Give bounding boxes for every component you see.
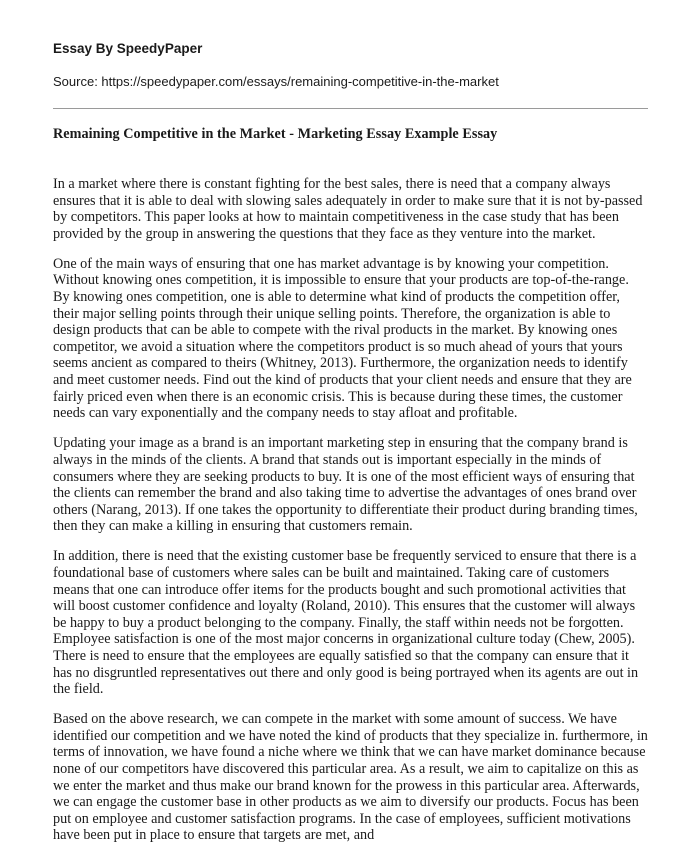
- paragraph: In a market where there is constant fighting for the best sales, there is need that a company always ensures that it is able to deal with slowing sales adequately in order to make sure that it is not by-passed by competitors. This paper looks at how to maintain competitiveness in the case study that has been provided by the group in answering the questions that they face as they venture into the market.: [53, 176, 643, 242]
- source-line: Source: https://speedypaper.com/essays/remaining-competitive-in-the-market: [53, 74, 499, 89]
- essay-body: [53, 176, 648, 844]
- essay-title: Remaining Competitive in the Market - Marketing Essay Example Essay: [53, 126, 498, 142]
- paragraph: Based on the above research, we can compete in the market with some amount of success. We have identified our competition and we have noted the kind of products that they specialize in. furthermore, in terms of innovation, we have found a niche where we think that we can have market dominance because none of our competitors have discovered this particular area. As a result, we aim to capitalize on this as we enter the market and thus make our brand known for the prowess in this particular area. Afterwards, we can engage the customer base in other products as we aim to diversify our products. Focus has been put on employee and customer satisfaction programs. In the case of employees, sufficient motivations have been put in place to ensure that targets are met, and: [53, 711, 648, 844]
- publisher-title: Essay By SpeedyPaper: [53, 41, 203, 56]
- paragraph: One of the main ways of ensuring that one has market advantage is by knowing your competition. Without knowing ones competition, it is impossible to ensure that your products are top-of-the-range. By knowing ones competition, one is able to determine what kind of products the competition offer, their major selling points through their unique selling points. Therefore, the organization is able to design products that can be able to compete with the rival products in the market. By knowing ones competitor, we avoid a situation where the competitors product is so much ahead of yours that yours seems ancient as compared to theirs (Whitney, 2013). Furthermore, the organization needs to identify and meet customer needs. Find out the kind of products that your client needs and ensure that they are fairly priced even when there is an economic crisis. This is because during these times, the customer needs can vary exponentially and the company needs to stay afloat and profitable.: [53, 255, 632, 422]
- paragraph: In addition, there is need that the existing customer base be frequently serviced to ensure that there is a foundational base of customers where sales can be built and maintained. Taking care of customers means that one can introduce offer items for the products bought and such promotional activities that will boost customer confidence and loyalty (Roland, 2010). This ensures that the customer will always be happy to buy a product belonging to the company. Finally, the staff within needs not be forgotten. Employee satisfaction is one of the most major concerns in organizational culture today (Chew, 2005). There is need to ensure that the employees are equally satisfied so that the company can ensure that it has no disgruntled representatives out there and only good is being portrayed when its agents are out in the field.: [53, 548, 639, 698]
- paragraph: Updating your image as a brand is an important marketing step in ensuring that the company brand is always in the minds of the clients. A brand that stands out is important especially in the minds of consumers where they are seeking products to buy. It is one of the most efficient ways of ensuring that the clients can remember the brand and also taking time to advertise the advantages of ones brand over others (Narang, 2013). If one takes the opportunity to differentiate their product during branding times, then they can make a killing in ensuring that customers remain.: [53, 435, 638, 535]
- divider: [53, 108, 648, 109]
